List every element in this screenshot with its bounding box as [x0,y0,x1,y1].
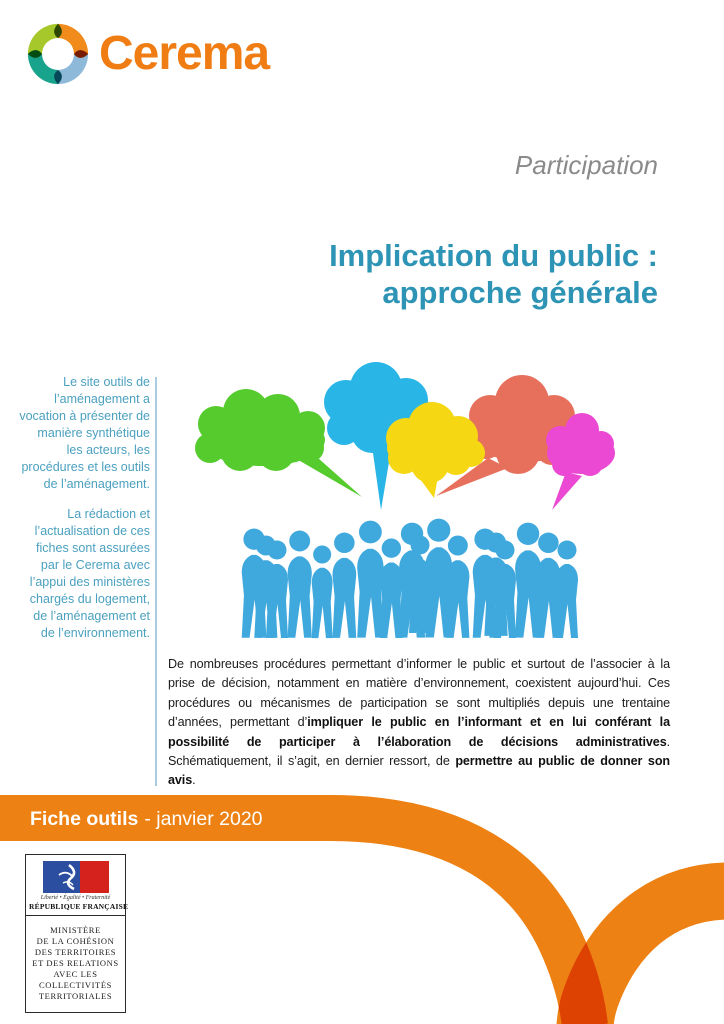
banner-caption-bold: Fiche outils [30,807,139,830]
republic-motto: Liberté • Égalité • Fraternité [40,895,111,901]
ministry-name-line: COLLECTIVITÉS [39,980,112,990]
intro-text-2: . Schématiquement, il s’agit, en dernier ressort, de [168,734,670,769]
sidebar-note [18,374,150,642]
ministry-name-line: TERRITORIALES [38,991,113,1001]
french-flag-marianne-icon [43,861,109,893]
cerema-logo [26,20,269,88]
ministry-name-line: ET DES RELATIONS [32,958,119,968]
ribbon-band-right [585,891,724,1024]
ministry-logo-block [25,854,129,1013]
ministry-name-cell [26,916,125,1012]
sidebar-paragraph-1: Le site outils de l’aménagement a vocation à présenter de manière synthétique les acteurs, les procédures et les outils de l’aménagement. [19,375,150,491]
sidebar-paragraph-2: La rédaction et l’actualisation de ces fiches sont assurées par le Cerema avec l’appui des ministères chargés du logement, de l’aménagement et de l’environnement. [29,507,150,640]
intro-text-1: De nombreuses procédures permettant d’informer le public et surtout de l’associer à la prise de décision, notamment en matière d’environnement, coexistent aujourd’hui. Ces procédures ou mécanismes de participation se sont multipliés depuis une trentaine d’années, permettant d’ [168,657,670,730]
cerema-wordmark: Cerema [99,27,270,80]
sidebar-divider-line [155,377,157,786]
republic-logo-cell [26,855,129,916]
speech-bubble-magenta [546,413,615,510]
banner-caption [30,797,263,841]
intro-bold-2: permettre au public de donner son avis [168,754,670,788]
crowd-silhouettes [242,519,578,638]
ministry-name-line: AVEC LES [53,969,98,979]
page-title-line2: approche générale [382,275,658,310]
intro-bold-1: impliquer le public en l’informant et en lui conférant la possibilité de participer à l’élaboration de décisions administratives [168,715,670,749]
republic-name: RÉPUBLIQUE FRANÇAISE [29,902,129,911]
banner-caption-date: - janvier 2020 [144,807,263,830]
intro-paragraph [168,655,670,791]
page-title-line1: Implication du public : [329,238,658,273]
cerema-pinwheel-icon [26,20,90,88]
category-label: Participation [514,150,658,180]
ministry-name-line: DE LA COHÉSION [36,936,115,946]
ministry-name-line: MINISTÈRE [50,925,101,935]
intro-text-3: . [192,773,196,788]
ministry-name-line: DES TERRITOIRES [34,947,117,957]
page-title [329,237,658,311]
crowd-speech-bubbles-illustration [178,360,712,658]
